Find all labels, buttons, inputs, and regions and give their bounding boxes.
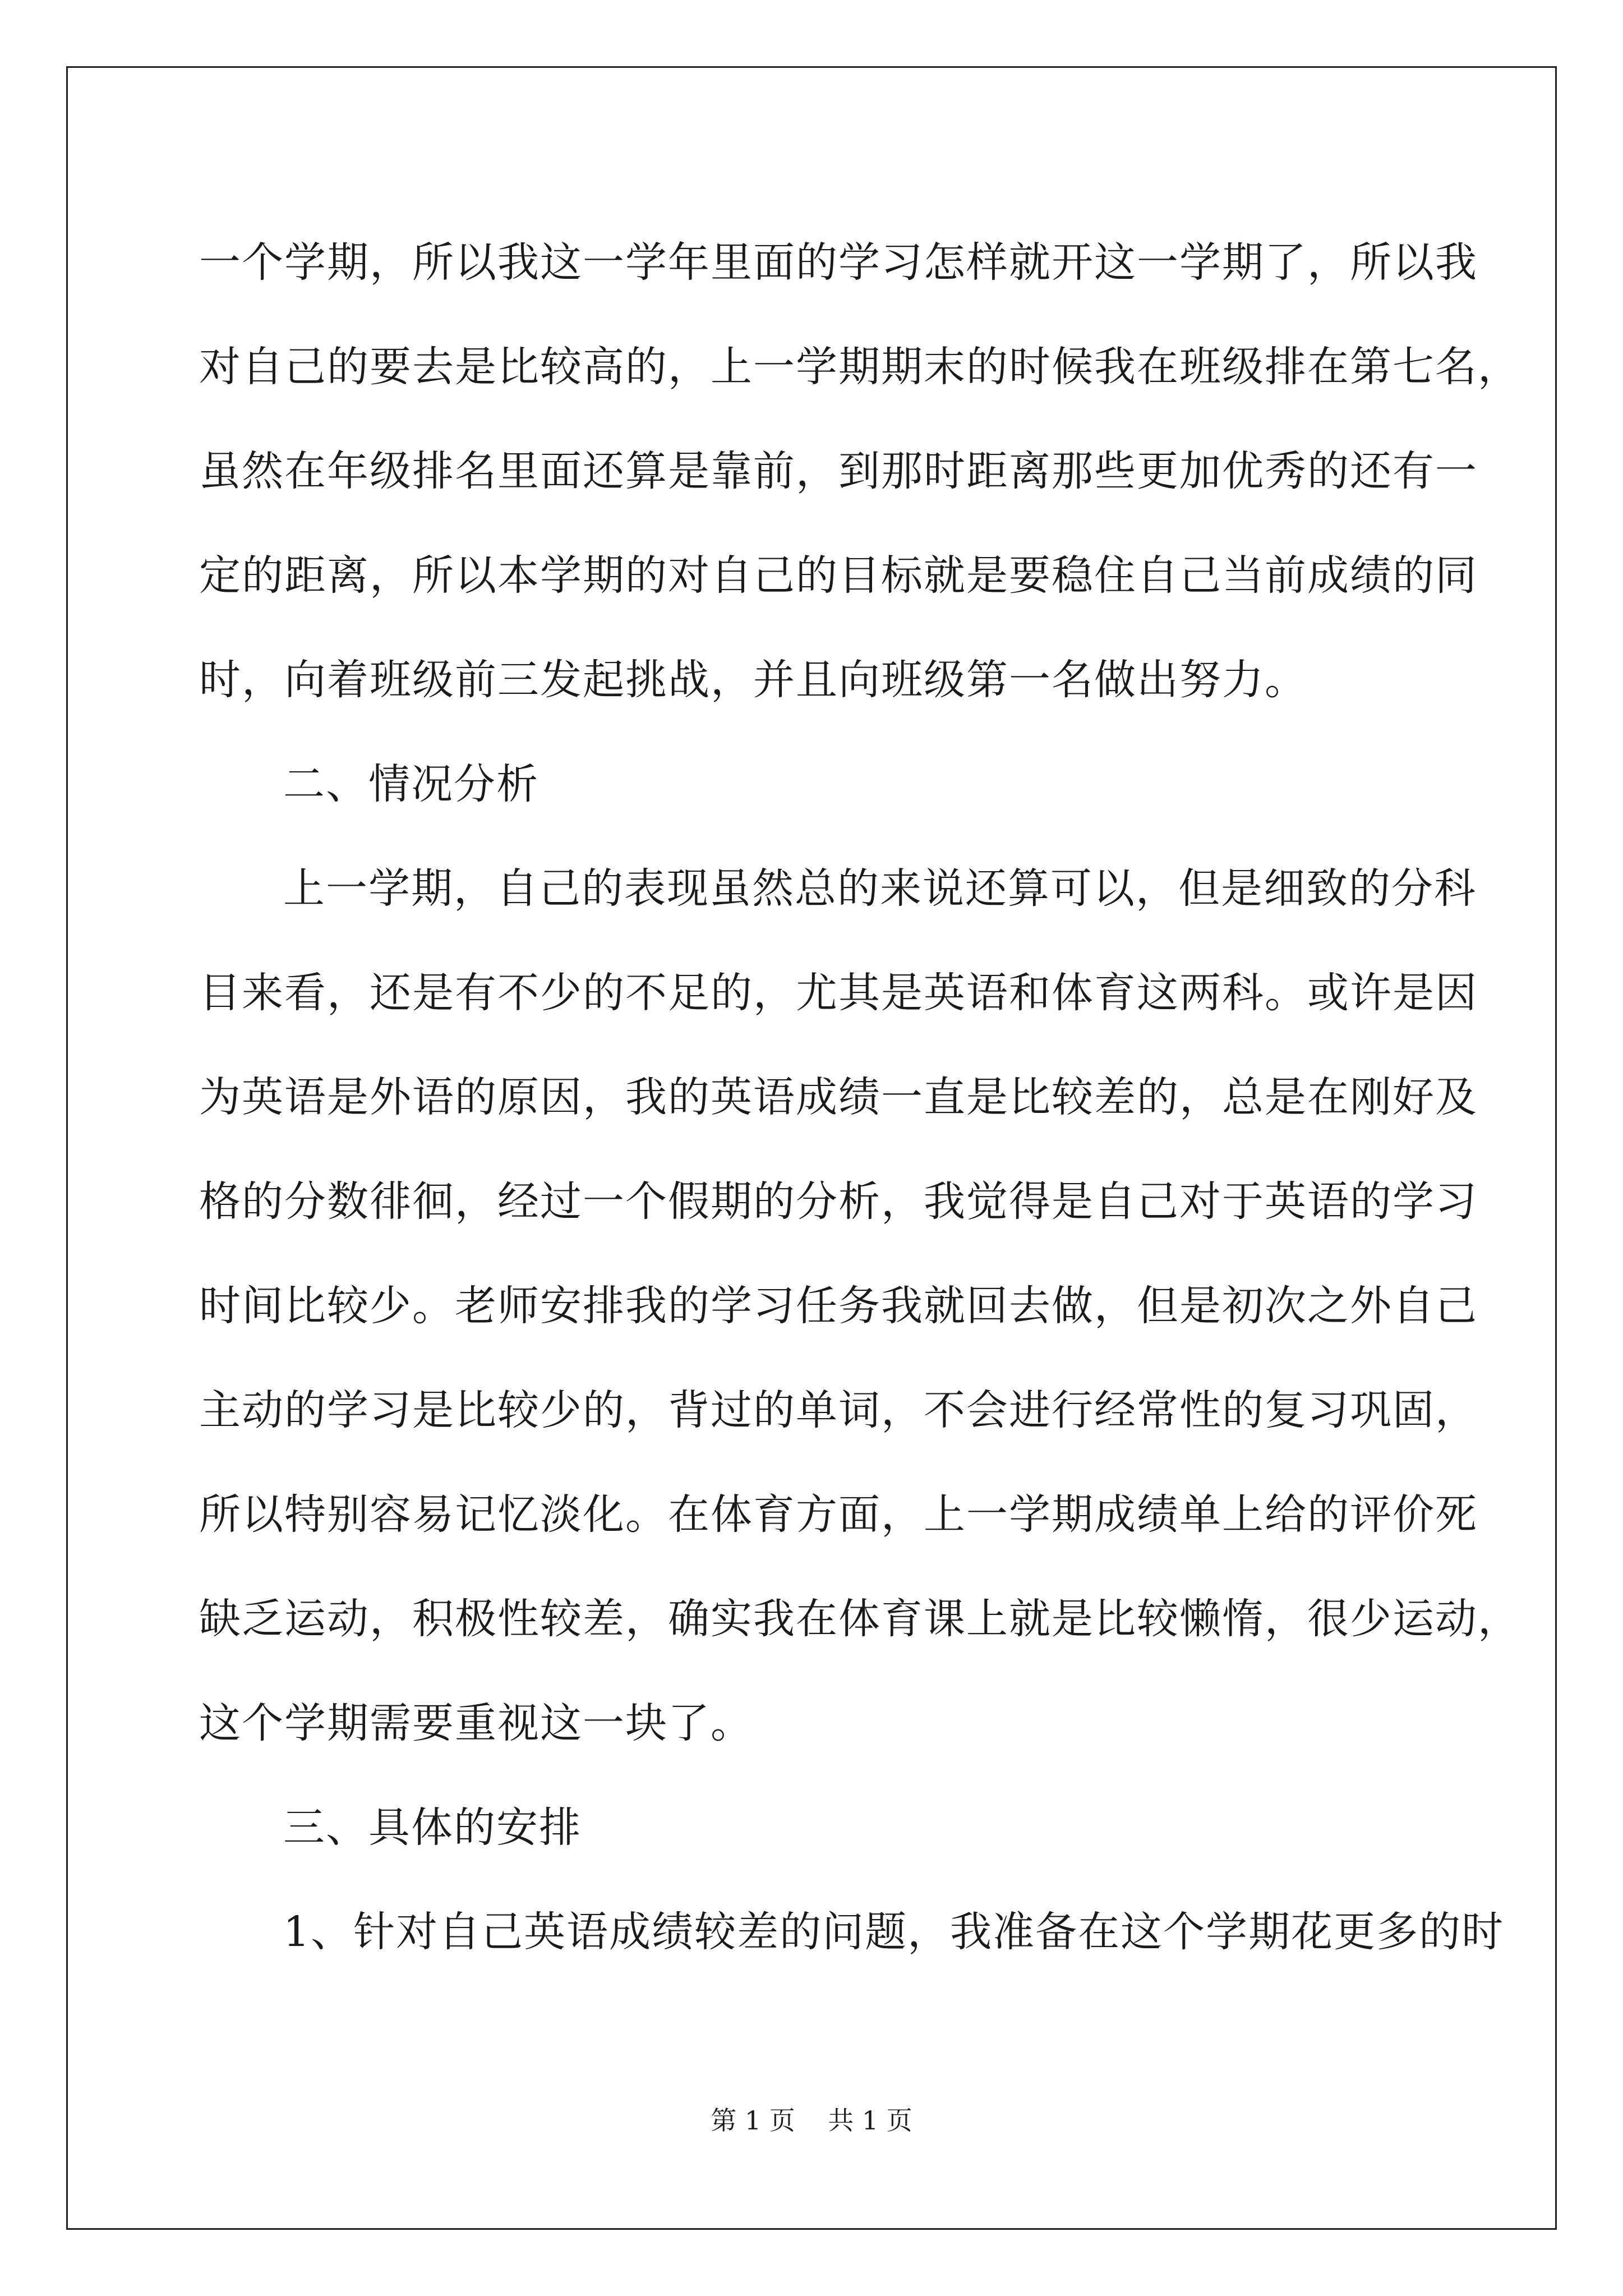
document-body xyxy=(199,210,1520,1984)
text-line: 时间比较少。老师安排我的学习任务我就回去做，但是初次之外自己 xyxy=(199,1282,1478,1330)
page-number-footer: 第 1 页 共 1 页 xyxy=(711,2105,912,2136)
text-line: 主动的学习是比较少的，背过的单词，不会进行经常性的复习巩固， xyxy=(199,1386,1478,1434)
text-line: 一个学期，所以我这一学年里面的学习怎样就开这一学期了，所以我 xyxy=(199,238,1478,287)
text-line: 这个学期需要重视这一块了。 xyxy=(199,1699,753,1747)
text-line: 定的距离，所以本学期的对自己的目标就是要稳住自己当前成绩的同 xyxy=(199,551,1478,600)
text-line: 为英语是外语的原因，我的英语成绩一直是比较差的，总是在刚好及 xyxy=(199,1073,1478,1121)
text-line: 对自己的要去是比较高的，上一学期期末的时候我在班级排在第七名， xyxy=(199,343,1520,391)
text-line: 缺乏运动，积极性较差，确实我在体育课上就是比较懒惰，很少运动， xyxy=(199,1595,1520,1643)
section-heading: 二、情况分析 xyxy=(283,760,539,808)
text-line: 所以特别容易记忆淡化。在体育方面，上一学期成绩单上给的评价死 xyxy=(199,1490,1478,1539)
section-heading: 三、具体的安排 xyxy=(283,1803,582,1852)
text-line: 1、针对自己英语成绩较差的问题，我准备在这个学期花更多的时 xyxy=(283,1908,1505,1956)
text-line: 时，向着班级前三发起挑战，并且向班级第一名做出努力。 xyxy=(199,656,1307,704)
text-line: 格的分数徘徊，经过一个假期的分析，我觉得是自己对于英语的学习 xyxy=(199,1177,1478,1226)
text-line: 目来看，还是有不少的不足的，尤其是英语和体育这两科。或许是因 xyxy=(199,969,1478,1017)
text-line: 虽然在年级排名里面还算是靠前，到那时距离那些更加优秀的还有一 xyxy=(199,447,1478,495)
text-line: 上一学期，自己的表现虽然总的来说还算可以，但是细致的分科 xyxy=(283,864,1477,913)
